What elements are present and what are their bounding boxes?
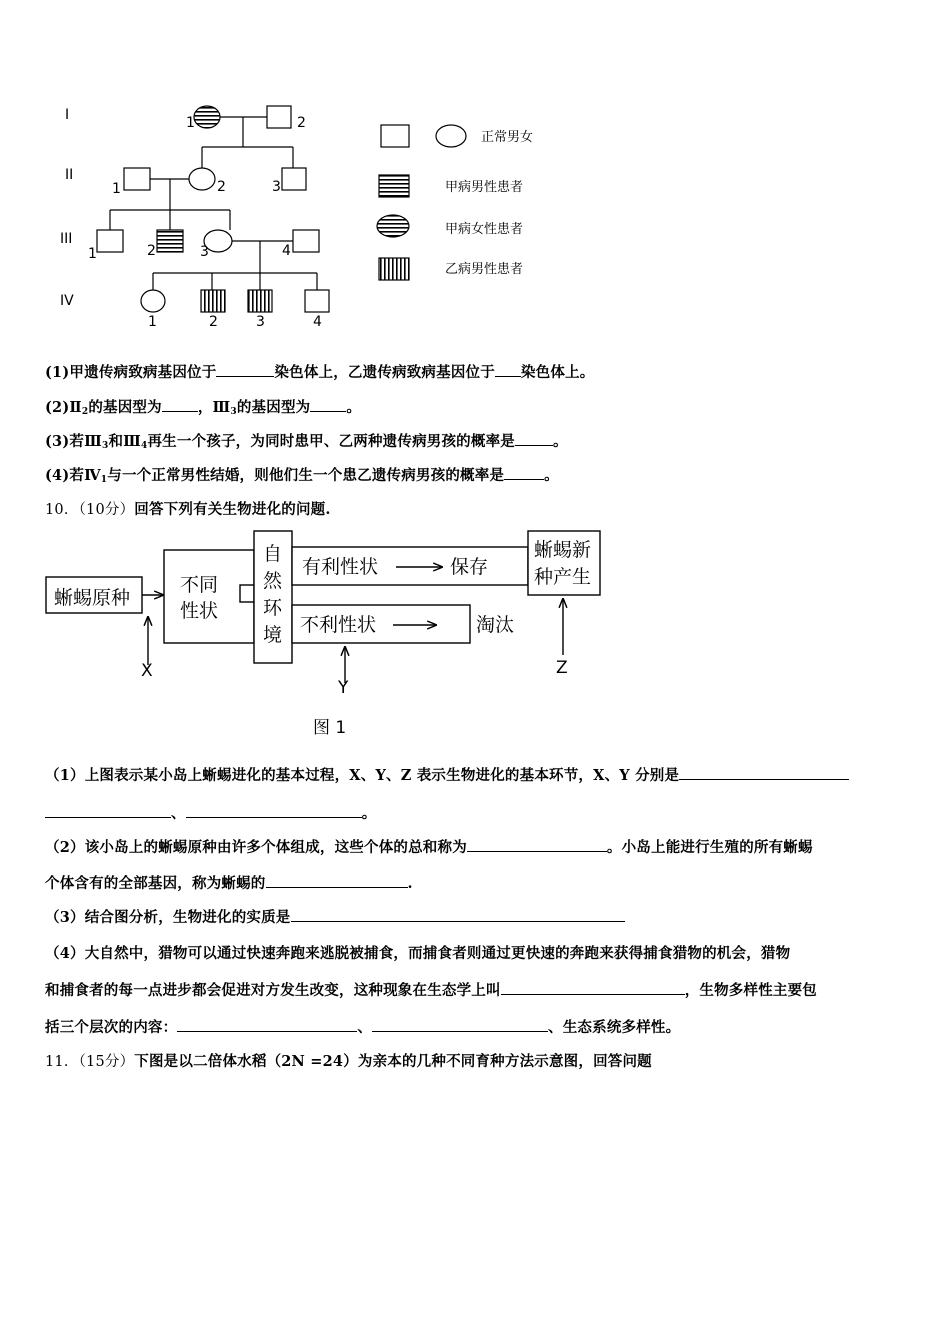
- q9-item-3-end: 。: [552, 433, 568, 450]
- q9-item-4-text-b: 与一个正常男性结婚，则他们生一个患乙遗传病男孩的概率是: [107, 467, 505, 484]
- q10-item-4-cont: [45, 979, 817, 1000]
- iv1-number: 1: [148, 314, 157, 330]
- q9-item-2-mid: 的基因型为: [88, 399, 162, 416]
- answer-blank[interactable]: [495, 364, 521, 377]
- q9-item-2-end: 。: [346, 399, 362, 416]
- q10-item-4-sep: 、: [357, 1019, 373, 1036]
- q9-item-2: [45, 396, 361, 417]
- iv4-number: 4: [313, 314, 322, 330]
- q10-item-2-text2: 。小岛上能进行生殖的所有蜥蜴: [606, 839, 813, 856]
- q10-item-4-id: （4）: [45, 945, 85, 962]
- iv1-normal-female: [141, 290, 165, 312]
- q9-item-3-id: (3): [45, 433, 70, 450]
- answer-blank[interactable]: [501, 982, 685, 995]
- q10-item-2-id: （2）: [45, 839, 85, 856]
- answer-blank[interactable]: [515, 433, 553, 446]
- q9-item-4: [45, 464, 559, 485]
- environment-char-2: 然: [263, 570, 283, 592]
- q10-item-3: [45, 906, 625, 927]
- q10-item-1-text: 上图表示某小岛上蜥蜴进化的基本过程，X、Y、Z 表示生物进化的基本环节，X、Y 分别是: [84, 767, 680, 784]
- q10-item-4: [45, 942, 790, 963]
- q9-item-3: [45, 430, 568, 451]
- q10-item-3-id: （3）: [45, 909, 85, 926]
- q10-title: 回答下列有关生物进化的问题.: [134, 501, 331, 518]
- q9-item-3-text-c: 再生一个孩子，为同时患甲、乙两种遗传病男孩的概率是: [147, 433, 515, 450]
- iii1-normal-male: [97, 230, 123, 252]
- iii2-number: 2: [147, 243, 156, 259]
- new-species-line-2: 种产生: [534, 566, 592, 588]
- q9-item-3-text-a: 若Ⅲ: [69, 433, 102, 450]
- q10-item-4-end: 、生态系统多样性。: [548, 1019, 681, 1036]
- q10-item-4-text2: 和捕食者的每一点进步都会促进对方发生改变，这种现象在生态学上叫: [45, 982, 501, 999]
- answer-blank[interactable]: [467, 839, 607, 852]
- q9-item-1-text-a: 甲遗传病致病基因位于: [69, 364, 217, 381]
- q9-item-1: [45, 361, 594, 382]
- q9-item-2-mid2: ，Ⅲ: [197, 399, 231, 416]
- iv3-number: 3: [256, 314, 265, 330]
- q10-item-2: [45, 836, 813, 857]
- i2-number: 2: [297, 115, 306, 131]
- q10-item-4-text4: 括三个层次的内容：: [45, 1019, 178, 1036]
- q11-text-a: 下图是以二倍体水稻（: [134, 1053, 282, 1070]
- q9-item-2-sub1: 2: [81, 407, 89, 417]
- marker-x: X: [141, 661, 153, 681]
- legend-affected-male-b-symbol: [379, 258, 409, 280]
- q9-item-4-sub-a: 1: [100, 475, 108, 485]
- iii2-affected-male-a: [157, 230, 183, 252]
- answer-blank[interactable]: [372, 1019, 548, 1032]
- iv2-number: 2: [209, 314, 218, 330]
- answer-blank[interactable]: [679, 767, 849, 780]
- iii4-normal-male: [293, 230, 319, 252]
- q10-item-4-text: 大自然中，猎物可以通过快速奔跑来逃脱被捕食，而捕食者则通过更快速的奔跑来获得捕食猎物的机会，猎物: [84, 945, 791, 962]
- ii1-normal-male: [124, 168, 150, 190]
- q10-item-4-cont2: [45, 1016, 680, 1037]
- environment-char-3: 环: [263, 597, 283, 619]
- q10-item-2-text3: 个体含有的全部基因，称为蜥蜴的: [45, 875, 266, 892]
- q10-item-3-text: 结合图分析，生物进化的实质是: [84, 909, 291, 926]
- q10-item-2-text: 该小岛上的蜥蜴原种由许多个体组成，这些个体的总和称为: [84, 839, 467, 856]
- q10-item-2-cont: [45, 872, 413, 893]
- i1-number: 1: [186, 115, 195, 131]
- i1-affected-female: [194, 106, 220, 128]
- marker-z: Z: [556, 658, 568, 678]
- q9-item-2-post: 的基因型为: [236, 399, 311, 416]
- q10-number: 10．: [45, 502, 79, 518]
- iii4-number: 4: [282, 243, 291, 259]
- new-species-line-1: 蜥蜴新: [534, 539, 592, 561]
- q10-item-1-sep: 、: [171, 805, 186, 822]
- q9-item-4-text-a: 若Ⅳ: [69, 467, 101, 484]
- q10-item-1-id: （1）: [45, 767, 85, 784]
- environment-char-1: 自: [263, 543, 283, 565]
- ii3-number: 3: [272, 179, 281, 195]
- answer-blank[interactable]: [162, 399, 198, 412]
- q11-formula: 2N =24: [281, 1053, 344, 1070]
- answer-blank[interactable]: [186, 805, 362, 818]
- answer-blank[interactable]: [291, 909, 625, 922]
- q10-heading: [45, 498, 331, 519]
- iii1-number: 1: [88, 246, 97, 262]
- q9-item-2-id: (2): [45, 399, 70, 416]
- iv2-affected-male-b: [201, 290, 225, 312]
- q10-item-2-end: .: [407, 875, 413, 892]
- q11-heading: [45, 1050, 652, 1071]
- pedigree-figure: [40, 95, 580, 335]
- traits-line-2: 性状: [180, 600, 219, 622]
- ii3-normal-male: [282, 168, 306, 190]
- i2-normal-male: [267, 106, 291, 128]
- legend-affected-female-a-symbol: [377, 215, 409, 237]
- q10-item-1-end: 。: [361, 805, 377, 822]
- gen-label-iii: III: [60, 231, 73, 247]
- q9-item-1-text-b: 染色体上，乙遗传病致病基因位于: [274, 364, 495, 381]
- q10-item-1: [45, 764, 849, 785]
- q9-item-1-id: (1): [45, 364, 70, 381]
- ii2-normal-female: [189, 168, 215, 190]
- iv3-affected-male-b: [248, 290, 272, 312]
- q9-item-4-end: 。: [544, 467, 559, 484]
- traits-line-1: 不同: [180, 574, 219, 596]
- legend-normal-male-symbol: [381, 125, 409, 147]
- traits-connector: [240, 585, 254, 602]
- eliminate-label: 淘汰: [476, 614, 515, 636]
- legend-normal-female-symbol: [436, 125, 466, 147]
- answer-blank[interactable]: [504, 467, 544, 480]
- q11-score: （15分）: [78, 1054, 135, 1070]
- legend-affected-male-a-label: 甲病男性患者: [445, 180, 524, 195]
- q9-item-3-sub-a: 3: [101, 441, 109, 451]
- ii1-number: 1: [112, 181, 121, 197]
- answer-blank[interactable]: [266, 875, 408, 888]
- q11-text-b: ）为亲本的几种不同育种方法示意图，回答问题: [343, 1053, 652, 1070]
- answer-blank[interactable]: [216, 364, 274, 377]
- answer-blank[interactable]: [45, 805, 171, 818]
- iii3-number: 3: [200, 244, 209, 260]
- legend-affected-female-a-label: 甲病女性患者: [445, 222, 524, 237]
- favorable-label: 有利性状: [302, 556, 379, 578]
- q10-item-1-cont: [45, 802, 376, 823]
- q10-score: （10分）: [78, 502, 135, 518]
- q9-item-2-pre: Ⅱ: [69, 399, 82, 416]
- figure-caption: 图 1: [313, 718, 347, 738]
- legend-affected-male-a-symbol: [379, 175, 409, 197]
- unfavorable-label: 不利性状: [300, 614, 377, 636]
- gen-label-iv: IV: [60, 293, 74, 309]
- q9-item-1-text-c: 染色体上。: [520, 364, 595, 381]
- answer-blank[interactable]: [310, 399, 346, 412]
- q9-item-2-sub2: 3: [230, 407, 237, 417]
- q11-number: 11．: [45, 1054, 79, 1070]
- answer-blank[interactable]: [177, 1019, 357, 1032]
- ii2-number: 2: [217, 179, 226, 195]
- q9-item-4-id: (4): [45, 467, 70, 484]
- q9-item-3-text-b: 和Ⅲ: [108, 433, 142, 450]
- evolution-figure: [40, 525, 620, 750]
- marker-y: Y: [338, 678, 349, 698]
- legend-normal-label: 正常男女: [481, 130, 534, 145]
- environment-char-4: 境: [263, 624, 283, 646]
- keep-label: 保存: [450, 556, 489, 578]
- q9-item-3-sub-b: 4: [141, 441, 148, 451]
- gen-label-i: I: [65, 107, 70, 123]
- gen-label-ii: II: [65, 167, 74, 183]
- iv4-normal-male: [305, 290, 329, 312]
- q10-item-4-text3: ，生物多样性主要包: [684, 982, 818, 999]
- legend-affected-male-b-label: 乙病男性患者: [445, 262, 524, 277]
- original-species-label: 蜥蜴原种: [54, 587, 131, 609]
